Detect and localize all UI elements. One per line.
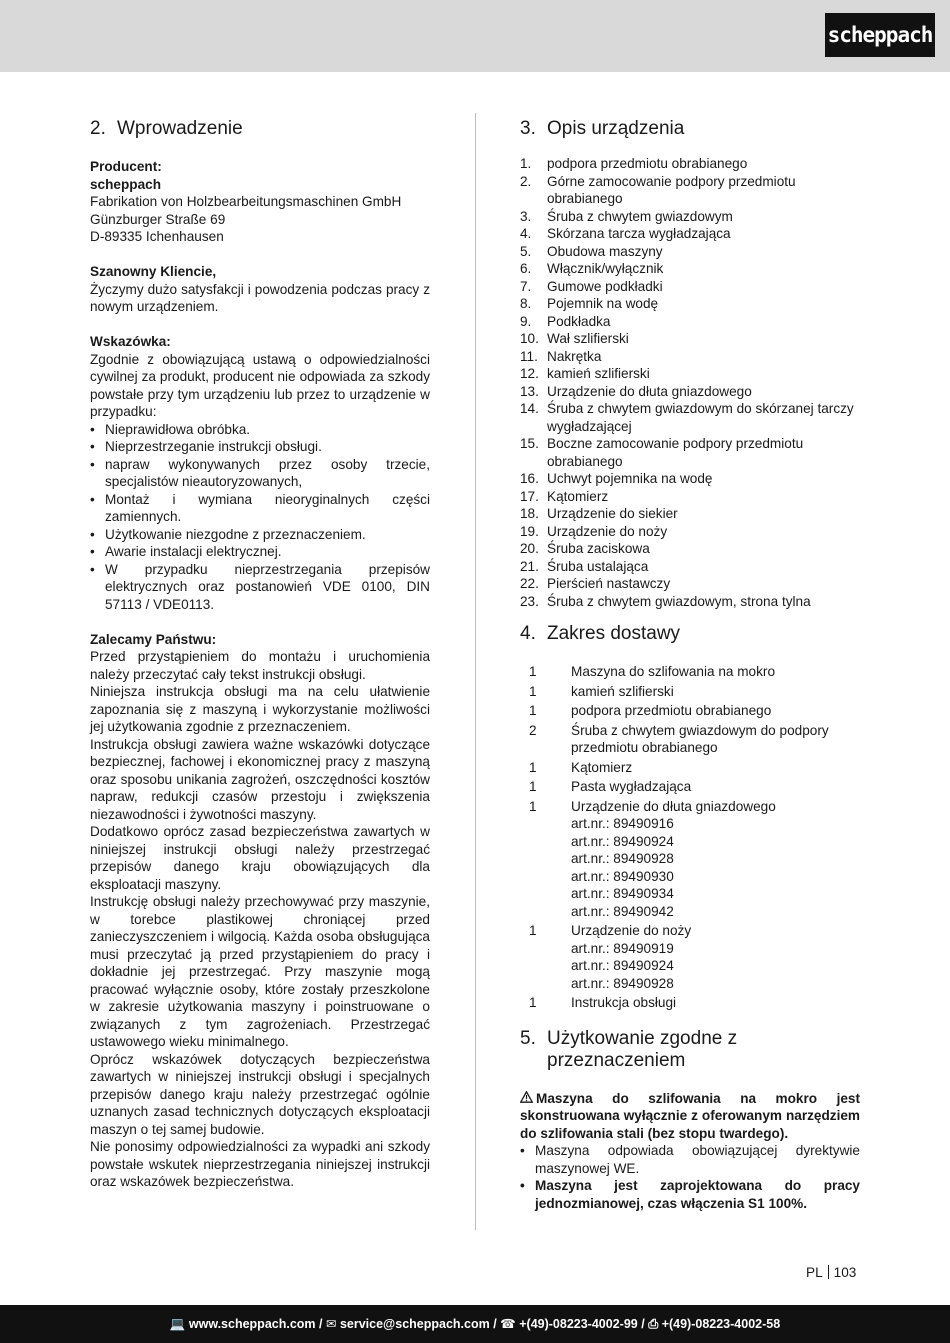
recommend-paragraph: Nie ponosimy odpowiedzialności za wypadki ani szkody powstałe wskutek nieprzestrzegania niniejszej instrukcji oraz wskazówek bezpieczeństwa. (90, 1139, 430, 1189)
section-3-title: 3. Opis urządzenia (520, 118, 685, 139)
section-4-title: 4. Zakres dostawy (520, 623, 681, 644)
article-number: art.nr.: 89490919 (571, 940, 674, 956)
notice-list (90, 421, 430, 614)
delivery-table (520, 663, 860, 1014)
recommend-paragraph: Oprócz wskazówek dotyczących bezpieczeństwa zawartych w niniejszej instrukcji obsługi i specjalnych przepisów danego kraju należy przestrzegać ogólnie uznanych zasad technicznych dotyczących eksploatacji maszyn o tej samej budowie. (90, 1051, 430, 1137)
description-item: 10. Wał szlifierski (520, 331, 629, 346)
table-row: 1 podpora przedmiotu obrabianego (529, 703, 772, 718)
producer-line: Günzburger Straße 69 (90, 211, 226, 227)
monitor-icon: 💻 (169, 1317, 186, 1331)
section-5-title: 5. Użytkowanie zgodne z przeznaczeniem (520, 1027, 738, 1071)
customer-heading: Szanowny Kliencie, (90, 264, 217, 279)
list-item: • Maszyna jest zaprojektowana do pracy jednozmianowej, czas włączenia S1 100%. (520, 1177, 860, 1212)
description-item: 5. Obudowa maszyny (520, 243, 663, 259)
notice-heading: Wskazówka: (90, 334, 171, 349)
table-row: 1 Kątomierz (529, 759, 633, 775)
list-item: • Maszyna odpowiada obowiązującej dyrektywie maszynowej WE. (520, 1142, 860, 1177)
recommend-paragraph: Instrukcję obsługi należy przechowywać przy maszynie, w torebce plastikowej chroniącej przed zanieczyszczeniem i wilgocią. Każda osoba obsługująca musi przeczytać ją przed przystąpieniem do pracy i dokładnie jej przestrzegać. Przy maszynie mogą pracować wyłącznie osoby, które zostały przeszkolone w zakresie użytkowania maszyny i poinstruowane o związanych z tym zagrożeniach. Przestrzegać ustawowego wieku minimalnego. (90, 894, 430, 1049)
customer-text: Życzymy dużo satysfakcji i powodzenia podczas pracy z nowym urządzeniem. (90, 281, 430, 314)
description-item: 22. Pierścień nastawczy (520, 576, 671, 591)
producer-name: scheppach (90, 176, 162, 192)
description-item: 20. Śruba zaciskowa (520, 541, 650, 556)
list-item: • Nieprzestrzeganie instrukcji obsługi. (90, 438, 430, 456)
list-item: • W przypadku nieprzestrzegania przepisów elektrycznych oraz postanowień VDE 0100, DIN 57113 / VDE0113. (90, 561, 430, 614)
right-column (520, 118, 860, 1212)
producer-line: Fabrikation von Holzbearbeitungsmaschinen GmbH (90, 194, 402, 209)
producer-label: Producent: (90, 159, 162, 174)
scheppach-logo: scheppach (825, 13, 935, 57)
list-item: • Awarie instalacji elektrycznej. (90, 543, 430, 561)
column-divider (475, 113, 476, 1230)
description-item: 15. Boczne zamocowanie podpory przedmiotu obrabianego (520, 436, 804, 469)
description-item: 12. kamień szlifierski (520, 366, 650, 381)
footer-website-link[interactable]: www.scheppach.com (188, 1317, 316, 1331)
table-row: 1 kamień szlifierski (529, 683, 674, 699)
description-item: 21. Śruba ustalająca (520, 558, 649, 574)
table-row: 1 Pasta wygładzająca (529, 779, 692, 794)
list-item: • Użytkowanie niezgodne z przeznaczeniem. (90, 526, 430, 544)
recommend-heading: Zalecamy Państwu: (90, 631, 217, 647)
description-item: 9. Podkładka (520, 313, 611, 329)
description-list (520, 155, 860, 610)
description-item: 4. Skórzana tarcza wygładzająca (520, 226, 731, 241)
description-item: 2. Górne zamocowanie podpory przedmiotu obrabianego (520, 173, 796, 206)
recommend-paragraph: Dodatkowo oprócz zasad bezpieczeństwa zawartych w niniejszej instrukcji obsługi należy przestrzegać przepisów danego kraju obowiązujących dla eksploatacji maszyny. (90, 824, 430, 892)
list-item: • napraw wykonywanych przez osoby trzecie, specjalistów nieautoryzowanych, (90, 456, 430, 491)
table-row: 2 Śruba z chwytem gwiazdowym do podpory przedmiotu obrabianego (529, 722, 829, 755)
footer-email-link[interactable]: service@scheppach.com (339, 1317, 490, 1331)
list-item: • Nieprawidłowa obróbka. (90, 421, 430, 439)
header-band (0, 0, 950, 72)
description-item: 23. Śruba z chwytem gwiazdowym, strona tylna (520, 593, 811, 609)
producer-line: D-89335 Ichenhausen (90, 229, 224, 244)
description-item: 7. Gumowe podkładki (520, 278, 663, 294)
section-2-title: 2. Wprowadzenie (90, 118, 243, 139)
warning-triangle-icon (520, 1090, 536, 1108)
description-item: 17. Kątomierz (520, 488, 609, 504)
footer-fax: +(49)-08223-4002-58 (661, 1317, 781, 1331)
phone-icon: ☎ (500, 1317, 516, 1331)
mail-icon: ✉ (325, 1317, 337, 1331)
recommend-paragraph: Przed przystąpieniem do montażu i uruchomienia należy przeczytać cały tekst instrukcji obsługi. (90, 649, 430, 682)
article-number: art.nr.: 89490924 (571, 958, 674, 973)
table-row: 1 Maszyna do szlifowania na mokro (529, 664, 775, 679)
description-item: 18. Urządzenie do siekier (520, 506, 678, 521)
intended-use-list (520, 1142, 860, 1212)
article-number: art.nr.: 89490928 (571, 851, 674, 866)
description-item: 3. Śruba z chwytem gwiazdowym (520, 208, 733, 224)
description-item: 6. Włącznik/wyłącznik (520, 261, 664, 276)
left-column (90, 118, 430, 1191)
description-item: 19. Urządzenie do noży (520, 523, 668, 539)
description-item: 13. Urządzenie do dłuta gniazdowego (520, 383, 752, 399)
warning-text: Maszyna do szlifowania na mokro jest skonstruowana wyłącznie z oferowanym narzędziem do szlifowania stali (bez stopu twardego). (520, 1090, 860, 1141)
page-number: PL 103 (806, 1265, 857, 1280)
description-item: 14. Śruba z chwytem gwiazdowym do skórzanej tarczy wygładzającej (520, 401, 854, 434)
article-number: art.nr.: 89490928 (571, 975, 674, 991)
footer-bar: 💻 www.scheppach.com / ✉ service@scheppach.com / ☎ +(49)-08223-4002-99 / ⎙ +(49)-08223-4002-58 (0, 1305, 950, 1343)
table-row: 1 Instrukcja obsługi (529, 995, 677, 1010)
description-item: 16. Uchwyt pojemnika na wodę (520, 471, 713, 486)
list-item: • Montaż i wymiana nieoryginalnych części zamiennych. (90, 491, 430, 526)
article-number: art.nr.: 89490934 (571, 886, 674, 901)
recommend-paragraph: Instrukcja obsługi zawiera ważne wskazówki dotyczące bezpiecznej, fachowej i ekonomicznej pracy z maszyną oraz sposobu unikania zagrożeń, oszczędności kosztów napraw, redukcji czasów przestoju i zwiększenia niezawodności i żywotności maszyny. (90, 736, 430, 822)
recommend-paragraph: Niniejsza instrukcja obsługi ma na celu ułatwienie zapoznania się z maszyną i wykorzystanie możliwości jej użytkowania zgodnie z przeznaczeniem. (90, 684, 430, 734)
table-row: 1 Urządzenie do dłuta gniazdowego art.nr.: 89490916 art.nr.: 89490924 art.nr.: 89490928 art.nr.: 89490930 art.nr.: 89490934 art.nr.: 89490942 (520, 798, 860, 923)
article-number: art.nr.: 89490924 (571, 833, 674, 849)
description-item: 11. Nakrętka (520, 348, 602, 364)
notice-text: Zgodnie z obowiązującą ustawą o odpowiedzialności cywilnej za produkt, producent nie odpowiada za szkody powstałe przy tym urządzeniu lub przez to urządzenie w przypadku: (90, 351, 430, 419)
article-number: art.nr.: 89490942 (571, 903, 674, 919)
article-number: art.nr.: 89490916 (571, 816, 674, 831)
article-number: art.nr.: 89490930 (571, 868, 674, 884)
table-row: 1 Urządzenie do noży art.nr.: 89490919 art.nr.: 89490924 art.nr.: 89490928 (520, 922, 860, 994)
description-item: 8. Pojemnik na wodę (520, 296, 659, 311)
fax-icon: ⎙ (648, 1317, 659, 1331)
footer-phone: +(49)-08223-4002-99 (519, 1317, 638, 1331)
description-item: 1. podpora przedmiotu obrabianego (520, 156, 748, 171)
